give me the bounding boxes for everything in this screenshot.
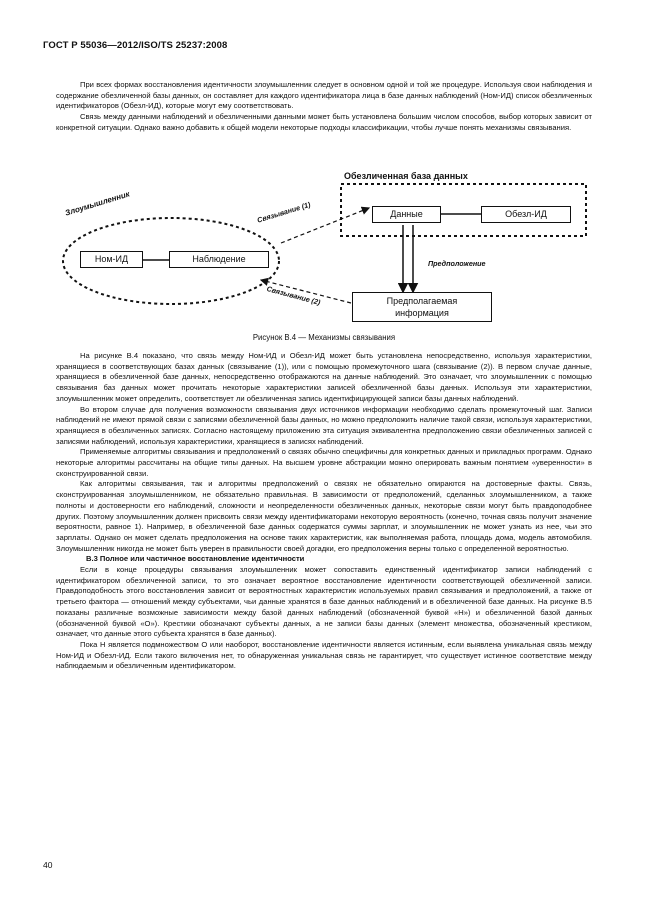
paragraph: При всех формах восстановления идентичности злоумышленник следует в основном одной и той же процедуре. Используя свои наблюдения и содержание обезличенной базы данных, он составляет для каждого идентификатора лица в базе данных наблюдений (Ном-ИД) список обезличенных идентификаторов (Обезл-ИД), которые могут ему соответствовать. bbox=[56, 80, 592, 111]
paragraph: Применяемые алгоритмы связывания и предположений о связях обычно специфичны для конкретных данных и прикладных программ. Однако некоторые алгоритмы рассчитаны на общие типы данных. На высшем уровне абстракции можно оперировать важным понятием «уверенности» в сконструированной связи. bbox=[56, 447, 592, 478]
paragraph: Пока Н является подмножеством О или наоборот, восстановление идентичности является истинным, если выявлена уникальная связь между Ном-ИД и Обезл-ИД. Если такого включения нет, то обнаруженная уникальная связь не гарантирует, что существует истинное соответствие между наблюдаемым и обезличенным идентификатором. bbox=[56, 639, 592, 671]
figure-lines bbox=[56, 168, 592, 328]
paragraph: Как алгоритмы связывания, так и алгоритмы предположений о связях не обязательно опираются на достоверные факты. Связь, сконструированная злоумышленником, не обязательно правильная. В зависимости от предположений, сделанных злоумышленником, а также полноты и достоверности его наблюдений, сложности и неопределенности обезличенных данных, некоторые связи могут быть правдоподобнее других. Поэтому злоумышленник должен присвоить связи между идентификаторами некоторую вероятность (конечно, точная связь получит значение вероятности, равное 1). Например, в обезличенной базе данных содержатся суммы зарплат, и злоумышленник не может узнать из нее, чьи это зарплаты. Однако он может сделать предположения на основе таких характеристик, как выполняемая работа, площадь дома, модель автомобиля. Злоумышленник никогда не может быть уверен в правильности своей догадки, его предположения верны только с определенной вероятностью. bbox=[56, 479, 592, 553]
paragraph: Если в конце процедуры связывания злоумышленник может сопоставить единственный идентификатор записи наблюдений с идентификатором обезличенной записи, то это означает вероятное восстановление идентичности соответствующей обезличенной записи. Правдоподобность этого восстановления зависит от вероятностных характеристик используемых правил связывания и предположений, а также от третьего фактора — отношений между субъектами, чьи данные хранятся в базе данных наблюдений и в обезличенной базе данных. На рисунке В.5 показаны различные возможные зависимости между базой данных наблюдений (обозначенной буквой «Н») и обезличенной базой данных (обозначенной буквой «О»). Крестики обозначают субъекты данных, а не записи базы данных (элемент множества, обозначенный крестиком, означает, что данные этого субъекта хранятся в базе данных). bbox=[56, 565, 592, 639]
document-header: ГОСТ Р 55036—2012/ISO/TS 25237:2008 bbox=[43, 40, 228, 51]
link2-label: Связывание (2) bbox=[265, 284, 322, 307]
link1-label: Связывание (1) bbox=[256, 199, 312, 225]
box-assumed-line2: информация bbox=[395, 308, 449, 318]
figure-caption: Рисунок В.4 — Механизмы связывания bbox=[252, 333, 396, 342]
anon-db-title: Обезличенная база данных bbox=[344, 171, 468, 181]
box-assumed-info bbox=[352, 292, 492, 322]
box-assumed-line1: Предполагаемая bbox=[386, 296, 458, 306]
attacker-label: Злоумышленник bbox=[64, 189, 131, 218]
box-observation: Наблюдение bbox=[169, 251, 269, 268]
figure-b4 bbox=[56, 168, 592, 328]
assumption-label: Предположение bbox=[428, 259, 486, 268]
paragraph: Во втором случае для получения возможности связывания двух источников информации необходимо сделать промежуточный шаг. Записи наблюдений не имеют прямой связи с записями обезличенной базы данных, но можно предположить наличие такой связи, используя характеристики, хранящиеся в обезличенных записях. Согласно настоящему приложению эта ситуация эквивалентна предположению связи обезличенных записей с записями наблюдений, используя характеристики, хранящиеся в записях наблюдений. bbox=[56, 404, 592, 446]
paragraph: На рисунке В.4 показано, что связь между Ном-ИД и Обезл-ИД может быть установлена непосредственно, используя характеристики, хранящиеся в соответствующих базах данных (связывание (1)), или с помощью промежуточного шага (связывание (2)). В первом случае данные, хранящиеся в обезличенной базе данных, непосредственно отображаются на данные наблюдений. Это означает, что злоумышленник с помощью связывания баз данных может прочитать некоторые характеристики записей обезличенной базы данных. Используя эти характеристики, злоумышленник может определить, соответствует ли обезличенная запись идентифицирующей записи базы данных наблюдений. bbox=[56, 351, 592, 403]
box-data: Данные bbox=[372, 206, 441, 223]
box-anon-id: Обезл-ИД bbox=[481, 206, 571, 223]
body-text bbox=[56, 351, 592, 672]
paragraph: Связь между данными наблюдений и обезличенными данными может быть установлена большим числом способов, выбор которых зависит от конкретной ситуации. Однако важно добавить к общей модели некоторые подходы классификации, чтобы лучше понять механизмы связывания. bbox=[56, 112, 592, 132]
page-number: 40 bbox=[43, 860, 53, 870]
section-subheading: В.3 Полное или частичное восстановление идентичности bbox=[86, 554, 305, 564]
intro-text bbox=[56, 80, 592, 134]
box-nom-id: Ном-ИД bbox=[80, 251, 143, 268]
